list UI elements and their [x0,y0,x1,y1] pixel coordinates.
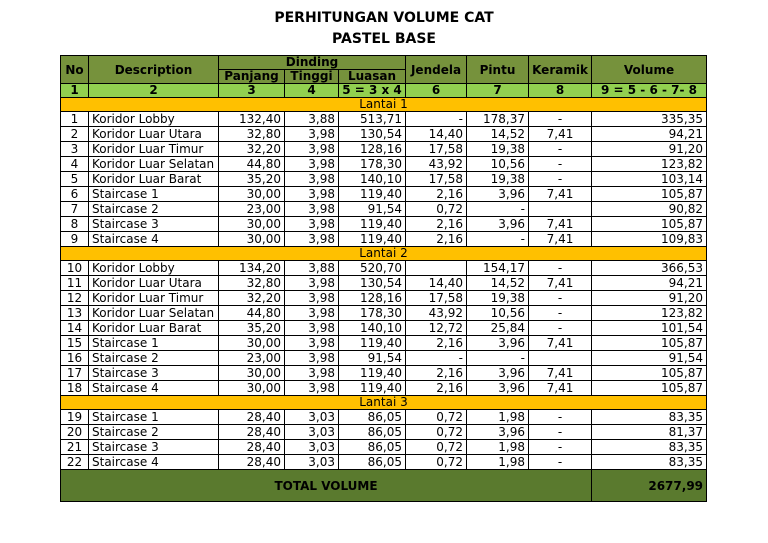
row-description: Staircase 1 [89,336,219,351]
row-keramik: 7,41 [529,217,592,232]
row-jendela: 17,58 [406,142,467,157]
row-panjang: 44,80 [219,306,285,321]
row-luasan: 130,54 [339,127,406,142]
row-jendela: 0,72 [406,440,467,455]
row-panjang: 23,00 [219,351,285,366]
row-description: Koridor Lobby [89,261,219,276]
page-title: PERHITUNGAN VOLUME CAT [274,10,494,26]
row-number: 12 [61,291,89,306]
row-pintu: 19,38 [467,142,529,157]
row-volume: 105,87 [592,381,707,396]
column-number: 2 [89,84,219,98]
row-keramik: 7,41 [529,232,592,247]
section-row [61,396,707,410]
row-description: Koridor Luar Timur [89,142,219,157]
row-description: Koridor Luar Selatan [89,157,219,172]
row-volume: 81,37 [592,425,707,440]
row-keramik: - [529,291,592,306]
table-row [61,336,707,351]
table-row [61,455,707,470]
row-jendela: 43,92 [406,157,467,172]
table-row [61,232,707,247]
row-luasan: 513,71 [339,112,406,127]
column-number: 3 [219,84,285,98]
row-jendela: 43,92 [406,306,467,321]
row-panjang: 132,40 [219,112,285,127]
row-panjang: 32,20 [219,142,285,157]
column-number: 7 [467,84,529,98]
row-description: Staircase 2 [89,202,219,217]
row-pintu: 3,96 [467,217,529,232]
column-number: 6 [406,84,467,98]
row-volume: 91,54 [592,351,707,366]
table-row [61,172,707,187]
row-number: 9 [61,232,89,247]
row-jendela: 2,16 [406,381,467,396]
row-luasan: 91,54 [339,202,406,217]
table-row [61,321,707,336]
row-volume: 91,20 [592,142,707,157]
row-tinggi: 3,98 [285,172,339,187]
table-row [61,187,707,202]
row-luasan: 178,30 [339,157,406,172]
row-volume: 123,82 [592,306,707,321]
row-number: 16 [61,351,89,366]
row-volume: 105,87 [592,217,707,232]
row-volume: 123,82 [592,157,707,172]
row-volume: 335,35 [592,112,707,127]
row-number: 13 [61,306,89,321]
row-tinggi: 3,98 [285,157,339,172]
row-luasan: 128,16 [339,142,406,157]
row-number: 6 [61,187,89,202]
row-pintu: 3,96 [467,187,529,202]
row-panjang: 23,00 [219,202,285,217]
row-description: Staircase 3 [89,217,219,232]
row-jendela: 12,72 [406,321,467,336]
row-description: Koridor Luar Selatan [89,306,219,321]
row-luasan: 86,05 [339,425,406,440]
section-label: Lantai 1 [61,98,707,112]
row-volume: 83,35 [592,440,707,455]
row-volume: 109,83 [592,232,707,247]
row-luasan: 119,40 [339,336,406,351]
row-volume: 105,87 [592,187,707,202]
row-volume: 105,87 [592,336,707,351]
row-jendela: 14,40 [406,276,467,291]
table-body [61,98,707,470]
row-jendela: 2,16 [406,366,467,381]
row-luasan: 119,40 [339,366,406,381]
row-jendela: 0,72 [406,202,467,217]
row-keramik: 7,41 [529,336,592,351]
section-row [61,247,707,261]
row-tinggi: 3,98 [285,366,339,381]
row-luasan: 119,40 [339,381,406,396]
row-luasan: 86,05 [339,440,406,455]
table-row [61,306,707,321]
row-keramik: - [529,112,592,127]
row-description: Staircase 1 [89,410,219,425]
header-panjang: Panjang [219,70,285,84]
row-pintu: 3,96 [467,381,529,396]
row-pintu: 14,52 [467,276,529,291]
row-panjang: 28,40 [219,410,285,425]
header-luasan: Luasan [339,70,406,84]
row-number: 3 [61,142,89,157]
row-number: 19 [61,410,89,425]
row-luasan: 91,54 [339,351,406,366]
row-number: 10 [61,261,89,276]
row-jendela: - [406,112,467,127]
row-panjang: 32,80 [219,127,285,142]
row-tinggi: 3,98 [285,202,339,217]
table-row [61,127,707,142]
row-pintu: 178,37 [467,112,529,127]
row-description: Staircase 3 [89,440,219,455]
table-row [61,440,707,455]
table-row [61,410,707,425]
row-tinggi: 3,98 [285,306,339,321]
header-description: Description [89,56,219,84]
section-label: Lantai 3 [61,396,707,410]
row-tinggi: 3,98 [285,291,339,306]
row-number: 4 [61,157,89,172]
row-pintu: 1,98 [467,440,529,455]
row-tinggi: 3,03 [285,410,339,425]
row-luasan: 520,70 [339,261,406,276]
column-number: 1 [61,84,89,98]
row-description: Staircase 4 [89,455,219,470]
row-luasan: 119,40 [339,187,406,202]
row-volume: 101,54 [592,321,707,336]
page-subtitle: PASTEL BASE [332,31,436,47]
row-number: 11 [61,276,89,291]
table-row [61,425,707,440]
table-row [61,261,707,276]
row-number: 20 [61,425,89,440]
row-keramik: 7,41 [529,187,592,202]
row-keramik: - [529,455,592,470]
row-keramik: - [529,142,592,157]
row-panjang: 32,80 [219,276,285,291]
column-number: 8 [529,84,592,98]
table-row [61,381,707,396]
row-tinggi: 3,88 [285,112,339,127]
table-row [61,276,707,291]
row-pintu: 19,38 [467,172,529,187]
row-pintu: 10,56 [467,306,529,321]
row-description: Koridor Luar Timur [89,291,219,306]
row-number: 5 [61,172,89,187]
row-jendela: 17,58 [406,291,467,306]
row-jendela [406,261,467,276]
row-panjang: 30,00 [219,217,285,232]
volume-table [60,55,707,502]
row-number: 22 [61,455,89,470]
row-pintu: 19,38 [467,291,529,306]
row-jendela: 2,16 [406,232,467,247]
header-volume: Volume [592,56,707,84]
row-jendela: 0,72 [406,425,467,440]
column-number-row [61,84,707,98]
table-row [61,366,707,381]
row-tinggi: 3,98 [285,381,339,396]
row-description: Staircase 2 [89,351,219,366]
row-jendela: 2,16 [406,217,467,232]
row-tinggi: 3,98 [285,336,339,351]
row-number: 7 [61,202,89,217]
row-number: 18 [61,381,89,396]
row-luasan: 130,54 [339,276,406,291]
row-tinggi: 3,03 [285,440,339,455]
row-keramik: - [529,157,592,172]
row-keramik: - [529,261,592,276]
row-keramik: 7,41 [529,127,592,142]
row-luasan: 119,40 [339,232,406,247]
row-pintu: 3,96 [467,336,529,351]
row-luasan: 119,40 [339,217,406,232]
header-dinding: Dinding [219,56,406,70]
row-number: 15 [61,336,89,351]
row-pintu: 10,56 [467,157,529,172]
row-keramik: - [529,321,592,336]
row-pintu: - [467,351,529,366]
row-panjang: 30,00 [219,336,285,351]
row-description: Staircase 1 [89,187,219,202]
header-no: No [61,56,89,84]
row-tinggi: 3,98 [285,217,339,232]
row-keramik: - [529,440,592,455]
row-panjang: 30,00 [219,366,285,381]
column-number: 9 = 5 - 6 - 7- 8 [592,84,707,98]
row-jendela: 0,72 [406,455,467,470]
row-number: 17 [61,366,89,381]
table-row [61,291,707,306]
total-row [61,470,707,502]
row-tinggi: 3,98 [285,187,339,202]
row-panjang: 35,20 [219,172,285,187]
row-panjang: 28,40 [219,425,285,440]
row-panjang: 30,00 [219,381,285,396]
row-number: 21 [61,440,89,455]
row-volume: 94,21 [592,127,707,142]
row-tinggi: 3,98 [285,127,339,142]
row-volume: 83,35 [592,455,707,470]
column-number: 5 = 3 x 4 [339,84,406,98]
row-tinggi: 3,98 [285,321,339,336]
total-value: 2677,99 [592,470,707,502]
row-jendela: 2,16 [406,187,467,202]
row-volume: 366,53 [592,261,707,276]
table-row [61,217,707,232]
section-row [61,98,707,112]
header-pintu: Pintu [467,56,529,84]
row-volume: 91,20 [592,291,707,306]
row-luasan: 86,05 [339,410,406,425]
row-jendela: 17,58 [406,172,467,187]
row-number: 14 [61,321,89,336]
row-pintu: 3,96 [467,366,529,381]
row-description: Koridor Luar Barat [89,172,219,187]
header-keramik: Keramik [529,56,592,84]
table-row [61,142,707,157]
row-volume: 90,82 [592,202,707,217]
row-keramik: 7,41 [529,366,592,381]
row-tinggi: 3,98 [285,276,339,291]
row-panjang: 44,80 [219,157,285,172]
row-luasan: 86,05 [339,455,406,470]
row-tinggi: 3,03 [285,425,339,440]
section-label: Lantai 2 [61,247,707,261]
row-jendela: 2,16 [406,336,467,351]
row-number: 2 [61,127,89,142]
row-keramik [529,351,592,366]
table-row [61,157,707,172]
row-pintu: 1,98 [467,455,529,470]
row-luasan: 140,10 [339,172,406,187]
row-pintu: - [467,232,529,247]
row-luasan: 178,30 [339,306,406,321]
row-panjang: 30,00 [219,232,285,247]
row-description: Staircase 4 [89,232,219,247]
row-description: Koridor Luar Utara [89,276,219,291]
row-tinggi: 3,98 [285,232,339,247]
row-volume: 103,14 [592,172,707,187]
row-tinggi: 3,88 [285,261,339,276]
row-description: Staircase 4 [89,381,219,396]
row-number: 8 [61,217,89,232]
row-pintu: 25,84 [467,321,529,336]
row-keramik: - [529,172,592,187]
row-panjang: 32,20 [219,291,285,306]
row-pintu: 1,98 [467,410,529,425]
row-tinggi: 3,03 [285,455,339,470]
row-description: Koridor Luar Barat [89,321,219,336]
row-keramik: - [529,425,592,440]
row-pintu: - [467,202,529,217]
row-pintu: 14,52 [467,127,529,142]
row-tinggi: 3,98 [285,351,339,366]
row-description: Koridor Luar Utara [89,127,219,142]
row-luasan: 128,16 [339,291,406,306]
table-row [61,202,707,217]
row-panjang: 28,40 [219,455,285,470]
row-jendela: - [406,351,467,366]
table-row [61,351,707,366]
row-keramik [529,202,592,217]
row-pintu: 3,96 [467,425,529,440]
row-keramik: - [529,410,592,425]
row-pintu: 154,17 [467,261,529,276]
row-luasan: 140,10 [339,321,406,336]
column-number: 4 [285,84,339,98]
row-number: 1 [61,112,89,127]
header-tinggi: Tinggi [285,70,339,84]
row-volume: 94,21 [592,276,707,291]
table-row [61,112,707,127]
row-panjang: 134,20 [219,261,285,276]
row-keramik: 7,41 [529,381,592,396]
total-label: TOTAL VOLUME [61,470,592,502]
row-description: Staircase 2 [89,425,219,440]
row-jendela: 0,72 [406,410,467,425]
row-volume: 83,35 [592,410,707,425]
row-jendela: 14,40 [406,127,467,142]
row-panjang: 30,00 [219,187,285,202]
header-jendela: Jendela [406,56,467,84]
row-keramik: - [529,306,592,321]
row-volume: 105,87 [592,366,707,381]
row-description: Koridor Lobby [89,112,219,127]
row-tinggi: 3,98 [285,142,339,157]
row-panjang: 35,20 [219,321,285,336]
row-panjang: 28,40 [219,440,285,455]
row-description: Staircase 3 [89,366,219,381]
row-keramik: 7,41 [529,276,592,291]
